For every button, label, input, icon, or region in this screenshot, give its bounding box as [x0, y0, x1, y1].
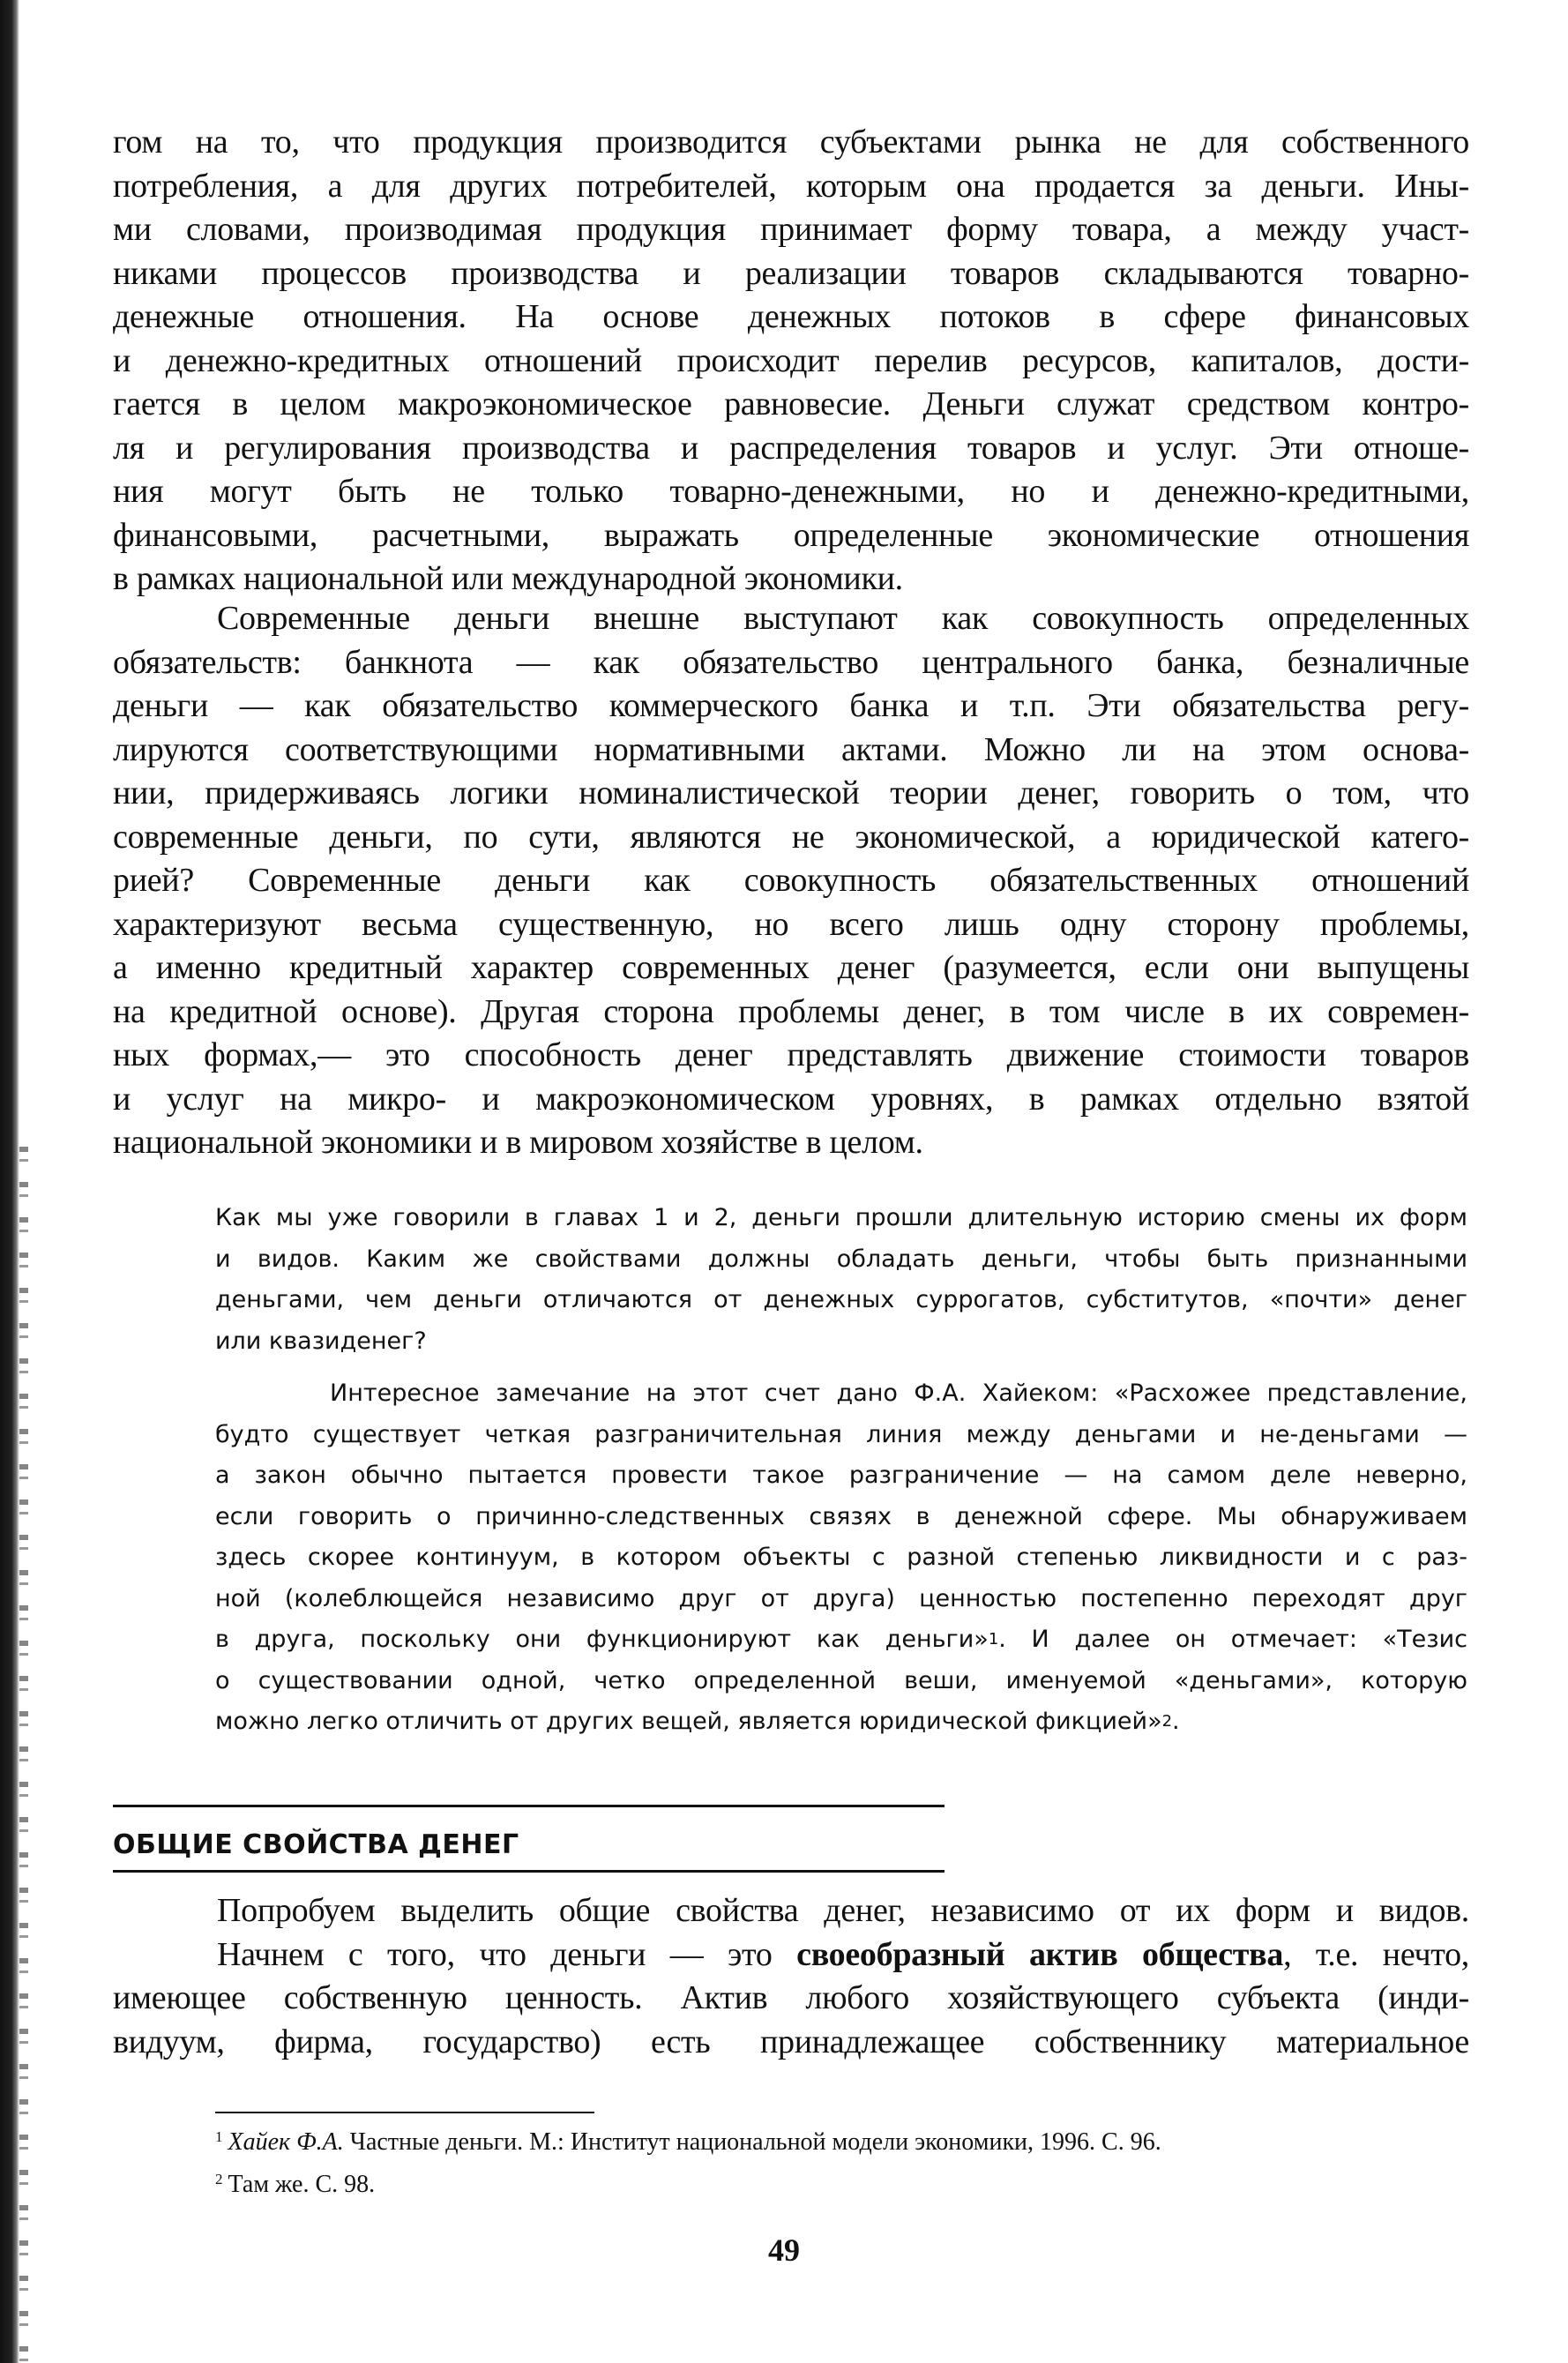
text-line: ми словами, производимая продукция принимает форму товара, а между участ-: [113, 211, 1469, 248]
text-line: о существовании одной, четко определенной веши, именуемой «деньгами», которую: [215, 1666, 1467, 1694]
quote-text: . И далее он отмечает: «Тезис: [998, 1626, 1468, 1653]
text-line: и денежно-кредитных отношений происходит перелив ресурсов, капиталов, дости-: [113, 341, 1469, 379]
paragraph-2: [113, 597, 1469, 1165]
text-line: никами процессов производства и реализации товаров складываются товарно-: [113, 254, 1469, 292]
footnote-1: [215, 2128, 1161, 2157]
text-line: потребления, а для других потребителей, которым она продается за деньги. Ины-: [113, 167, 1469, 205]
inset-note-2: [215, 1373, 1467, 1743]
footnote-number: 2: [215, 2171, 223, 2187]
text-line: Современные деньги внешне выступают как совокупность определенных: [217, 600, 1469, 637]
text-line: если говорить о причинно-следственных связях в денежной сфере. Мы обнаруживаем: [215, 1502, 1467, 1530]
quote-text: можно легко отличить от других вещей, является юридической фикцией»: [215, 1708, 1162, 1735]
text-line: и видов. Каким же свойствами должны обладать деньги, чтобы быть признанными: [215, 1245, 1467, 1273]
text-line: [113, 1933, 1469, 1978]
text-line: а именно кредитный характер современных денег (разумеется, если они выпущены: [113, 949, 1469, 986]
text-line: Как мы уже говорили в главах 1 и 2, деньги прошли длительную историю смены их форм: [215, 1204, 1467, 1231]
text-line: рией? Современные деньги как совокупность обязательственных отношений: [113, 862, 1469, 899]
section-heading: ОБЩИЕ СВОЙСТВА ДЕНЕГ: [113, 1829, 519, 1860]
footnote-number: 1: [215, 2128, 223, 2145]
text-line: ных формах,— это способность денег представлять движение стоимости товаров: [113, 1036, 1469, 1073]
text-line: деньгами, чем деньги отличаются от денежных суррогатов, субститутов, «почти» денег: [215, 1286, 1467, 1313]
text-line: нии, придерживаясь логики номиналистической теории денег, говорить о том, что: [113, 774, 1469, 811]
footnote-text: Частные деньги. М.: Институт национальной модели экономики, 1996. С. 96.: [343, 2128, 1161, 2156]
text-line: ния могут быть не только товарно-денежными, но и денежно-кредитными,: [113, 473, 1469, 510]
text-line: [215, 1701, 1467, 1743]
text-span: , т.е. нечто,: [1283, 1935, 1469, 1973]
page-number: 49: [768, 2232, 800, 2268]
scan-edge-noise: [19, 1147, 28, 2363]
footnote-separator: [215, 2112, 594, 2113]
quote-text: .: [1172, 1708, 1180, 1735]
text-span: Начнем с того, что деньги — это: [217, 1935, 797, 1973]
text-line: в рамках национальной или международной экономики.: [113, 560, 903, 597]
text-line: а закон обычно пытается провести такое разграничение — на самом деле неверно,: [215, 1462, 1467, 1489]
text-line: ля и регулирования производства и распределения товаров и услуг. Эти отноше-: [113, 429, 1469, 467]
text-line: Интересное замечание на этот счет дано Ф.А. Хайеком: «Расхожее представление,: [330, 1380, 1467, 1407]
text-line: национальной экономики и в мировом хозяйстве в целом.: [113, 1124, 923, 1161]
bold-term: своеобразный актив общества: [796, 1935, 1284, 1973]
footnote-text: Там же. С. 98.: [228, 2171, 376, 2198]
text-line: здесь скорее континуум, в котором объекты с разной степенью ликвидности и с раз-: [215, 1544, 1467, 1571]
text-line: будто существует четкая разграничительная линия между деньгами и не-деньгами —: [215, 1420, 1467, 1448]
text-line: или квазиденег?: [215, 1327, 427, 1355]
text-line: лируются соответствующими нормативными актами. Можно ли на этом основа-: [113, 730, 1469, 768]
inset-note-1: [215, 1198, 1467, 1362]
text-line: и услуг на микро- и макроэкономическом уровнях, в рамках отдельно взятой: [113, 1080, 1469, 1118]
text-line: деньги — как обязательство коммерческого банка и т.п. Эти обязательства регу-: [113, 687, 1469, 724]
text-line: обязательств: банкнота — как обязательство центрального банка, безналичные: [113, 643, 1469, 681]
footnote-ref: 2: [1161, 1712, 1173, 1731]
heading-rule-bottom: [113, 1870, 945, 1873]
text-line: на кредитной основе). Другая сторона проблемы денег, в том числе в их современ-: [113, 992, 1469, 1030]
text-line: денежные отношения. На основе денежных потоков в сфере финансовых: [113, 298, 1469, 335]
footnote-author: Хайек Ф.А.: [228, 2128, 344, 2156]
text-line: видуум, фирма, государство) есть принадлежащее собственнику материальное: [113, 2023, 1469, 2060]
footnote-2: [215, 2171, 375, 2199]
text-line: гается в целом макроэкономическое равновесие. Деньги служат средством контро-: [113, 385, 1469, 422]
text-line: имеющее собственную ценность. Актив любого хозяйствующего субъекта (инди-: [113, 1979, 1469, 2016]
text-line: финансовыми, расчетными, выражать определенные экономические отношения: [113, 516, 1469, 554]
text-line: ной (колеблющейся независимо друг от друга) ценностью постепенно переходят друг: [215, 1584, 1467, 1612]
text-line: характеризуют весьма существенную, но всего лишь одну сторону проблемы,: [113, 905, 1469, 943]
text-line: Попробуем выделить общие свойства денег, независимо от их форм и видов.: [217, 1892, 1469, 1929]
footnote-ref: 1: [988, 1630, 999, 1649]
text-line: современные деньги, по сути, являются не экономической, а юридической катего-: [113, 818, 1469, 856]
paragraph-3: [113, 1889, 1469, 2064]
paragraph-1: [113, 121, 1469, 602]
heading-rule-top: [113, 1805, 945, 1807]
text-line: [215, 1619, 1467, 1661]
scan-edge-artifact: [0, 0, 19, 2363]
text-line: гом на то, что продукция производится субъектами рынка не для собственного: [113, 123, 1469, 161]
quote-text: в друга, поскольку они функционируют как деньги»: [215, 1626, 989, 1653]
